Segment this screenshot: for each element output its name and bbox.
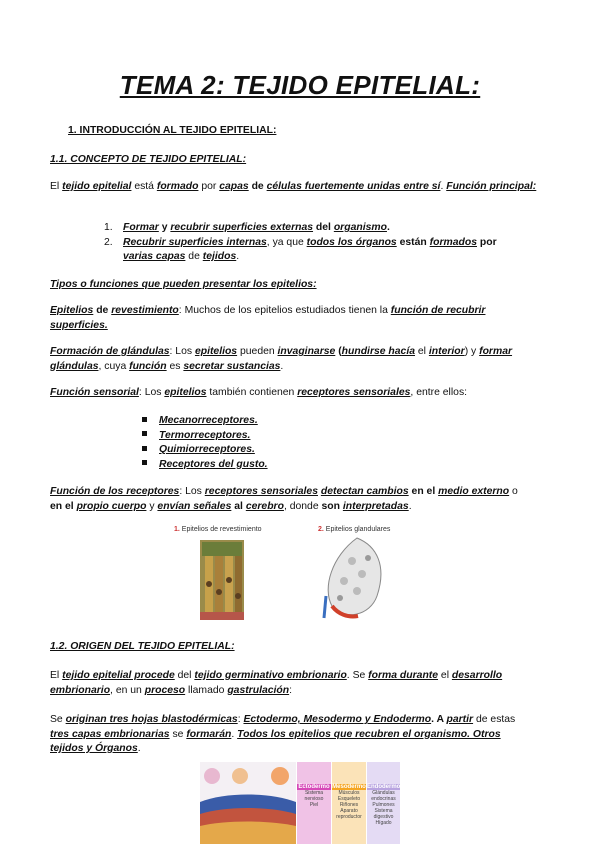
origin-paragraph-1: El tejido epitelial procede del tejido germinativo embrionario. Se forma durante el desarrollo embrionario, en un proceso llamado gastrulación: [50, 670, 503, 696]
list-item: Receptores del gusto. [142, 458, 268, 473]
epithelium-illustration [172, 526, 412, 624]
receptor-function-paragraph: Función de los receptores: Los receptores sensoriales detectan cambios en el medio externo o en el propio cuerpo y envían señales al cerebro, donde son interpretadas. [50, 486, 518, 512]
list-item: 2. Recubrir superficies internas, ya que todos los órganos están formados por [104, 236, 497, 248]
epithelium-figure [172, 526, 412, 624]
list-item: Mecanorreceptores. [142, 414, 268, 429]
types-heading: Tipos o funciones que pueden presentar los epitelios: [50, 279, 317, 290]
concept-paragraph: El tejido epitelial está formado por capas de células fuertemente unidas entre sí. Función principal: [50, 181, 537, 192]
bullet-icon [142, 417, 147, 422]
origin-paragraph-2: Se originan tres hojas blastodérmicas: Ectodermo, Mesodermo y Endodermo. A partir de estas tres capas embrionarias se formarán. Todos los epitelios que recubren el organismo. Otros tejidos y Órganos. [50, 714, 516, 754]
page-title: TEMA 2: TEJIDO EPITELIAL: [119, 70, 481, 100]
receptors-list [142, 414, 268, 472]
embryonic-layers-figure [200, 762, 400, 844]
sensorial-paragraph: Función sensorial: Los epitelios también contienen receptores sensoriales, entre ellos: [50, 387, 468, 398]
mesoderm-column: Mesodermo Músculos Esqueleto Riñones Aparato reproductor [332, 762, 366, 844]
list-item: 1. Formar y recubrir superficies externas del organismo. [104, 222, 390, 233]
function-list [104, 221, 544, 265]
bullet-icon [142, 431, 147, 436]
subsection-heading-1-2: 1.2. ORIGEN DEL TEJIDO EPITELIAL: [50, 641, 235, 652]
bullet-icon [142, 460, 147, 465]
figure-caption-revestimiento: 1. Epitelios de revestimiento [174, 526, 262, 533]
list-item: Quimiorreceptores. [142, 443, 268, 458]
bullet-icon [142, 446, 147, 451]
section-heading-1: 1. INTRODUCCIÓN AL TEJIDO EPITELIAL: [68, 125, 277, 136]
glandulas-paragraph: Formación de glándulas: Los epitelios pueden invaginarse (hundirse hacía el interior) y formar glándulas, cuya función es secretar sustancias. [50, 346, 513, 372]
ectoderm-column: Ectodermo Sistema nervioso Piel [297, 762, 331, 844]
figure-caption-glandulares: 2. Epitelios glandulares [318, 526, 391, 533]
subsection-heading-1-1: 1.1. CONCEPTO DE TEJIDO EPITELIAL: [50, 154, 247, 165]
list-item-continuation: varias capas de tejidos. [123, 251, 240, 262]
revestimiento-paragraph: Epitelios de revestimiento: Muchos de los epitelios estudiados tienen la función de recubrir superficies. [50, 305, 486, 331]
endoderm-column: Endodermo Glándulas endocrinas Pulmones Sistema digestivo Hígado [367, 762, 400, 844]
gastrulation-illustration [200, 762, 296, 844]
list-item: Termorreceptores. [142, 429, 268, 444]
